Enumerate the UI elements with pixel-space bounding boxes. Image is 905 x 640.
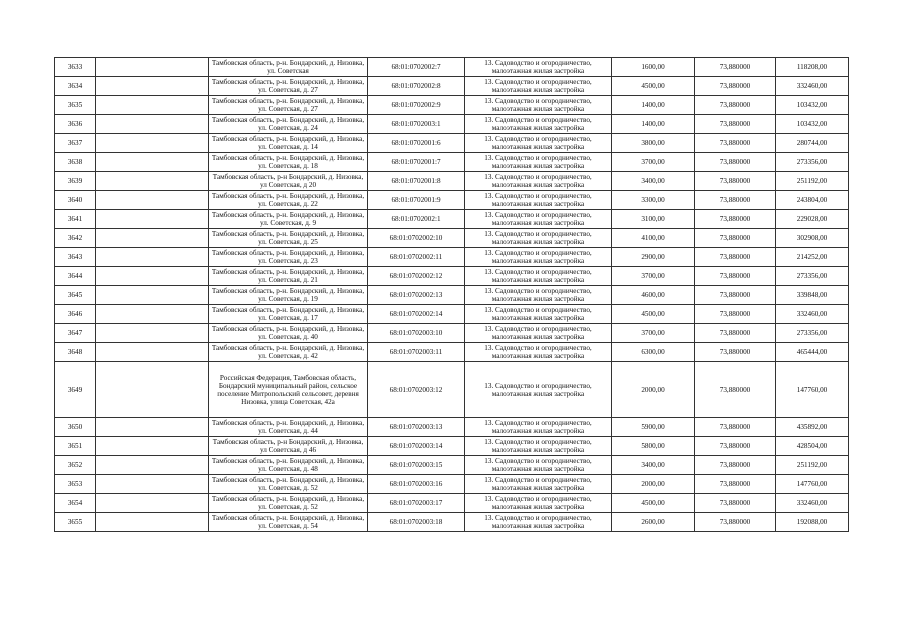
address-cell: Тамбовская область, р-н. Бондарский, д. Низовка, ул. Советская, д. 54 xyxy=(209,513,368,532)
row-number-cell: 3650 xyxy=(55,418,96,437)
table-row xyxy=(55,96,849,115)
address-cell: Тамбовская область, р-н. Бондарский, д. Низовка, ул. Советская, д. 22 xyxy=(209,191,368,210)
specific-value-cell: 73,880000 xyxy=(695,191,776,210)
address-cell: Российская Федерация, Тамбовская область, Бондарский муниципальный район, сельское поселение Митропольский сельсовет, деревня Низовка, улица Советская, 42а xyxy=(209,362,368,418)
row-number-cell: 3655 xyxy=(55,513,96,532)
cadastral-value-cell: 214252,00 xyxy=(776,248,849,267)
area-cell: 4500,00 xyxy=(612,494,695,513)
address-cell: Тамбовская область, р-н Бондарский, д. Низовка, ул Советская, д 46 xyxy=(209,437,368,456)
row-number-cell: 3636 xyxy=(55,115,96,134)
cadastral-value-cell: 273356,00 xyxy=(776,153,849,172)
area-cell: 3300,00 xyxy=(612,191,695,210)
permitted-use-cell: 13. Садоводство и огородничество, малоэтажная жилая застройка xyxy=(465,267,612,286)
area-cell: 3400,00 xyxy=(612,456,695,475)
cadastral-value-cell: 251192,00 xyxy=(776,172,849,191)
specific-value-cell: 73,880000 xyxy=(695,248,776,267)
address-cell: Тамбовская область, р-н. Бондарский, д. Низовка, ул. Советская, д. 27 xyxy=(209,96,368,115)
cadastral-value-cell: 251192,00 xyxy=(776,456,849,475)
cadastral-value-cell: 147760,00 xyxy=(776,362,849,418)
specific-value-cell: 73,880000 xyxy=(695,77,776,96)
area-cell: 3100,00 xyxy=(612,210,695,229)
address-cell: Тамбовская область, р-н. Бондарский, д. Низовка, ул. Советская, д. 23 xyxy=(209,248,368,267)
cadastral-value-cell: 332460,00 xyxy=(776,77,849,96)
area-cell: 4600,00 xyxy=(612,286,695,305)
cadastral-number-cell: 68:01:0702002:7 xyxy=(368,58,465,77)
cadastral-value-cell: 428504,00 xyxy=(776,437,849,456)
address-cell: Тамбовская область, р-н. Бондарский, д. Низовка, ул. Советская, д. 9 xyxy=(209,210,368,229)
row-number-cell: 3652 xyxy=(55,456,96,475)
cadastral-value-cell: 243804,00 xyxy=(776,191,849,210)
address-cell: Тамбовская область, р-н. Бондарский, д. Низовка, ул. Советская, д. 14 xyxy=(209,134,368,153)
cadastral-number-cell: 68:01:0702001:9 xyxy=(368,191,465,210)
permitted-use-cell: 13. Садоводство и огородничество, малоэтажная жилая застройка xyxy=(465,115,612,134)
row-number-cell: 3644 xyxy=(55,267,96,286)
address-cell: Тамбовская область, р-н Бондарский, д. Низовка, ул Советская, д 20 xyxy=(209,172,368,191)
permitted-use-cell: 13. Садоводство и огородничество, малоэтажная жилая застройка xyxy=(465,418,612,437)
specific-value-cell: 73,880000 xyxy=(695,172,776,191)
table-row xyxy=(55,324,849,343)
cadastral-number-cell: 68:01:0702003:18 xyxy=(368,513,465,532)
blank-cell xyxy=(96,513,209,532)
specific-value-cell: 73,880000 xyxy=(695,362,776,418)
address-cell: Тамбовская область, р-н. Бондарский, д. Низовка, ул. Советская, д. 42 xyxy=(209,343,368,362)
cadastral-number-cell: 68:01:0702003:17 xyxy=(368,494,465,513)
row-number-cell: 3653 xyxy=(55,475,96,494)
cadastral-number-cell: 68:01:0702002:1 xyxy=(368,210,465,229)
cadastral-value-cell: 103432,00 xyxy=(776,115,849,134)
blank-cell xyxy=(96,248,209,267)
table-row xyxy=(55,229,849,248)
area-cell: 2900,00 xyxy=(612,248,695,267)
table-row xyxy=(55,456,849,475)
cadastral-value-table xyxy=(54,57,849,532)
blank-cell xyxy=(96,172,209,191)
table-row xyxy=(55,210,849,229)
table-row xyxy=(55,343,849,362)
specific-value-cell: 73,880000 xyxy=(695,513,776,532)
blank-cell xyxy=(96,134,209,153)
area-cell: 2000,00 xyxy=(612,475,695,494)
blank-cell xyxy=(96,191,209,210)
cadastral-number-cell: 68:01:0702003:15 xyxy=(368,456,465,475)
permitted-use-cell: 13. Садоводство и огородничество, малоэтажная жилая застройка xyxy=(465,494,612,513)
area-cell: 3700,00 xyxy=(612,324,695,343)
permitted-use-cell: 13. Садоводство и огородничество, малоэтажная жилая застройка xyxy=(465,248,612,267)
address-cell: Тамбовская область, р-н. Бондарский, д. Низовка, ул. Советская, д. 52 xyxy=(209,475,368,494)
permitted-use-cell: 13. Садоводство и огородничество, малоэтажная жилая застройка xyxy=(465,210,612,229)
permitted-use-cell: 13. Садоводство и огородничество, малоэтажная жилая застройка xyxy=(465,191,612,210)
permitted-use-cell: 13. Садоводство и огородничество, малоэтажная жилая застройка xyxy=(465,58,612,77)
area-cell: 1400,00 xyxy=(612,96,695,115)
table-row xyxy=(55,153,849,172)
address-cell: Тамбовская область, р-н. Бондарский, д. Низовка, ул. Советская, д. 25 xyxy=(209,229,368,248)
specific-value-cell: 73,880000 xyxy=(695,58,776,77)
cadastral-number-cell: 68:01:0702003:13 xyxy=(368,418,465,437)
area-cell: 4100,00 xyxy=(612,229,695,248)
cadastral-value-cell: 147760,00 xyxy=(776,475,849,494)
row-number-cell: 3643 xyxy=(55,248,96,267)
specific-value-cell: 73,880000 xyxy=(695,305,776,324)
cadastral-number-cell: 68:01:0702003:12 xyxy=(368,362,465,418)
address-cell: Тамбовская область, р-н. Бондарский, д. Низовка, ул. Советская, д. 52 xyxy=(209,494,368,513)
specific-value-cell: 73,880000 xyxy=(695,324,776,343)
table-row xyxy=(55,437,849,456)
address-cell: Тамбовская область, р-н. Бондарский, д. Низовка, ул. Советская, д. 40 xyxy=(209,324,368,343)
row-number-cell: 3647 xyxy=(55,324,96,343)
cadastral-number-cell: 68:01:0702001:6 xyxy=(368,134,465,153)
permitted-use-cell: 13. Садоводство и огородничество, малоэтажная жилая застройка xyxy=(465,343,612,362)
specific-value-cell: 73,880000 xyxy=(695,115,776,134)
cadastral-number-cell: 68:01:0702002:13 xyxy=(368,286,465,305)
permitted-use-cell: 13. Садоводство и огородничество, малоэтажная жилая застройка xyxy=(465,437,612,456)
cadastral-number-cell: 68:01:0702001:8 xyxy=(368,172,465,191)
table-row xyxy=(55,305,849,324)
permitted-use-cell: 13. Садоводство и огородничество, малоэтажная жилая застройка xyxy=(465,153,612,172)
cadastral-value-cell: 280744,00 xyxy=(776,134,849,153)
table-row xyxy=(55,362,849,418)
table-row xyxy=(55,115,849,134)
row-number-cell: 3646 xyxy=(55,305,96,324)
specific-value-cell: 73,880000 xyxy=(695,418,776,437)
table-row xyxy=(55,475,849,494)
cadastral-value-cell: 273356,00 xyxy=(776,324,849,343)
blank-cell xyxy=(96,115,209,134)
cadastral-number-cell: 68:01:0702002:8 xyxy=(368,77,465,96)
cadastral-number-cell: 68:01:0702003:16 xyxy=(368,475,465,494)
cadastral-value-cell: 435892,00 xyxy=(776,418,849,437)
permitted-use-cell: 13. Садоводство и огородничество, малоэтажная жилая застройка xyxy=(465,305,612,324)
cadastral-value-cell: 465444,00 xyxy=(776,343,849,362)
blank-cell xyxy=(96,267,209,286)
table-row xyxy=(55,172,849,191)
address-cell: Тамбовская область, р-н. Бондарский, д. Низовка, ул. Советская, д. 19 xyxy=(209,286,368,305)
area-cell: 2600,00 xyxy=(612,513,695,532)
cadastral-number-cell: 68:01:0702003:10 xyxy=(368,324,465,343)
row-number-cell: 3651 xyxy=(55,437,96,456)
cadastral-number-cell: 68:01:0702003:14 xyxy=(368,437,465,456)
row-number-cell: 3654 xyxy=(55,494,96,513)
table-body xyxy=(55,58,849,532)
cadastral-value-cell: 332460,00 xyxy=(776,305,849,324)
blank-cell xyxy=(96,437,209,456)
cadastral-number-cell: 68:01:0702002:12 xyxy=(368,267,465,286)
blank-cell xyxy=(96,494,209,513)
permitted-use-cell: 13. Садоводство и огородничество, малоэтажная жилая застройка xyxy=(465,96,612,115)
specific-value-cell: 73,880000 xyxy=(695,153,776,172)
specific-value-cell: 73,880000 xyxy=(695,475,776,494)
cadastral-value-cell: 273356,00 xyxy=(776,267,849,286)
blank-cell xyxy=(96,418,209,437)
address-cell: Тамбовская область, р-н. Бондарский, д. Низовка, ул. Советская xyxy=(209,58,368,77)
cadastral-number-cell: 68:01:0702002:11 xyxy=(368,248,465,267)
specific-value-cell: 73,880000 xyxy=(695,267,776,286)
row-number-cell: 3638 xyxy=(55,153,96,172)
area-cell: 5800,00 xyxy=(612,437,695,456)
permitted-use-cell: 13. Садоводство и огородничество, малоэтажная жилая застройка xyxy=(465,134,612,153)
row-number-cell: 3639 xyxy=(55,172,96,191)
permitted-use-cell: 13. Садоводство и огородничество, малоэтажная жилая застройка xyxy=(465,77,612,96)
cadastral-number-cell: 68:01:0702002:10 xyxy=(368,229,465,248)
row-number-cell: 3637 xyxy=(55,134,96,153)
cadastral-number-cell: 68:01:0702001:7 xyxy=(368,153,465,172)
table-row xyxy=(55,191,849,210)
cadastral-value-cell: 229028,00 xyxy=(776,210,849,229)
specific-value-cell: 73,880000 xyxy=(695,456,776,475)
specific-value-cell: 73,880000 xyxy=(695,494,776,513)
cadastral-number-cell: 68:01:0702003:1 xyxy=(368,115,465,134)
blank-cell xyxy=(96,286,209,305)
permitted-use-cell: 13. Садоводство и огородничество, малоэтажная жилая застройка xyxy=(465,513,612,532)
cadastral-value-cell: 118208,00 xyxy=(776,58,849,77)
cadastral-value-cell: 302908,00 xyxy=(776,229,849,248)
row-number-cell: 3649 xyxy=(55,362,96,418)
area-cell: 4500,00 xyxy=(612,305,695,324)
table-row xyxy=(55,494,849,513)
cadastral-number-cell: 68:01:0702003:11 xyxy=(368,343,465,362)
specific-value-cell: 73,880000 xyxy=(695,286,776,305)
permitted-use-cell: 13. Садоводство и огородничество, малоэтажная жилая застройка xyxy=(465,324,612,343)
blank-cell xyxy=(96,153,209,172)
address-cell: Тамбовская область, р-н. Бондарский, д. Низовка, ул. Советская, д. 44 xyxy=(209,418,368,437)
area-cell: 4500,00 xyxy=(612,77,695,96)
blank-cell xyxy=(96,96,209,115)
row-number-cell: 3633 xyxy=(55,58,96,77)
specific-value-cell: 73,880000 xyxy=(695,343,776,362)
cadastral-value-cell: 339848,00 xyxy=(776,286,849,305)
area-cell: 2000,00 xyxy=(612,362,695,418)
specific-value-cell: 73,880000 xyxy=(695,229,776,248)
address-cell: Тамбовская область, р-н. Бондарский, д. Низовка, ул. Советская, д. 17 xyxy=(209,305,368,324)
permitted-use-cell: 13. Садоводство и огородничество, малоэтажная жилая застройка xyxy=(465,456,612,475)
permitted-use-cell: 13. Садоводство и огородничество, малоэтажная жилая застройка xyxy=(465,286,612,305)
row-number-cell: 3645 xyxy=(55,286,96,305)
table-row xyxy=(55,267,849,286)
area-cell: 5900,00 xyxy=(612,418,695,437)
table-row xyxy=(55,77,849,96)
area-cell: 1600,00 xyxy=(612,58,695,77)
cadastral-number-cell: 68:01:0702002:9 xyxy=(368,96,465,115)
row-number-cell: 3634 xyxy=(55,77,96,96)
address-cell: Тамбовская область, р-н. Бондарский, д. Низовка, ул. Советская, д. 24 xyxy=(209,115,368,134)
cadastral-value-cell: 192088,00 xyxy=(776,513,849,532)
permitted-use-cell: 13. Садоводство и огородничество, малоэтажная жилая застройка xyxy=(465,475,612,494)
address-cell: Тамбовская область, р-н. Бондарский, д. Низовка, ул. Советская, д. 18 xyxy=(209,153,368,172)
row-number-cell: 3635 xyxy=(55,96,96,115)
cadastral-number-cell: 68:01:0702002:14 xyxy=(368,305,465,324)
area-cell: 3700,00 xyxy=(612,153,695,172)
blank-cell xyxy=(96,362,209,418)
address-cell: Тамбовская область, р-н. Бондарский, д. Низовка, ул. Советская, д. 48 xyxy=(209,456,368,475)
specific-value-cell: 73,880000 xyxy=(695,210,776,229)
area-cell: 1400,00 xyxy=(612,115,695,134)
blank-cell xyxy=(96,305,209,324)
specific-value-cell: 73,880000 xyxy=(695,96,776,115)
blank-cell xyxy=(96,77,209,96)
blank-cell xyxy=(96,456,209,475)
area-cell: 6300,00 xyxy=(612,343,695,362)
row-number-cell: 3641 xyxy=(55,210,96,229)
table-row xyxy=(55,418,849,437)
cadastral-value-cell: 332460,00 xyxy=(776,494,849,513)
address-cell: Тамбовская область, р-н. Бондарский, д. Низовка, ул. Советская, д. 27 xyxy=(209,77,368,96)
row-number-cell: 3642 xyxy=(55,229,96,248)
area-cell: 3700,00 xyxy=(612,267,695,286)
table-row xyxy=(55,513,849,532)
blank-cell xyxy=(96,324,209,343)
blank-cell xyxy=(96,343,209,362)
row-number-cell: 3640 xyxy=(55,191,96,210)
table-row xyxy=(55,248,849,267)
blank-cell xyxy=(96,229,209,248)
table-row xyxy=(55,286,849,305)
blank-cell xyxy=(96,475,209,494)
table-row xyxy=(55,134,849,153)
permitted-use-cell: 13. Садоводство и огородничество, малоэтажная жилая застройка xyxy=(465,172,612,191)
permitted-use-cell: 13. Садоводство и огородничество, малоэтажная жилая застройка xyxy=(465,362,612,418)
cadastral-value-cell: 103432,00 xyxy=(776,96,849,115)
row-number-cell: 3648 xyxy=(55,343,96,362)
area-cell: 3400,00 xyxy=(612,172,695,191)
blank-cell xyxy=(96,58,209,77)
blank-cell xyxy=(96,210,209,229)
area-cell: 3800,00 xyxy=(612,134,695,153)
permitted-use-cell: 13. Садоводство и огородничество, малоэтажная жилая застройка xyxy=(465,229,612,248)
specific-value-cell: 73,880000 xyxy=(695,134,776,153)
address-cell: Тамбовская область, р-н. Бондарский, д. Низовка, ул. Советская, д. 21 xyxy=(209,267,368,286)
table-row xyxy=(55,58,849,77)
specific-value-cell: 73,880000 xyxy=(695,437,776,456)
